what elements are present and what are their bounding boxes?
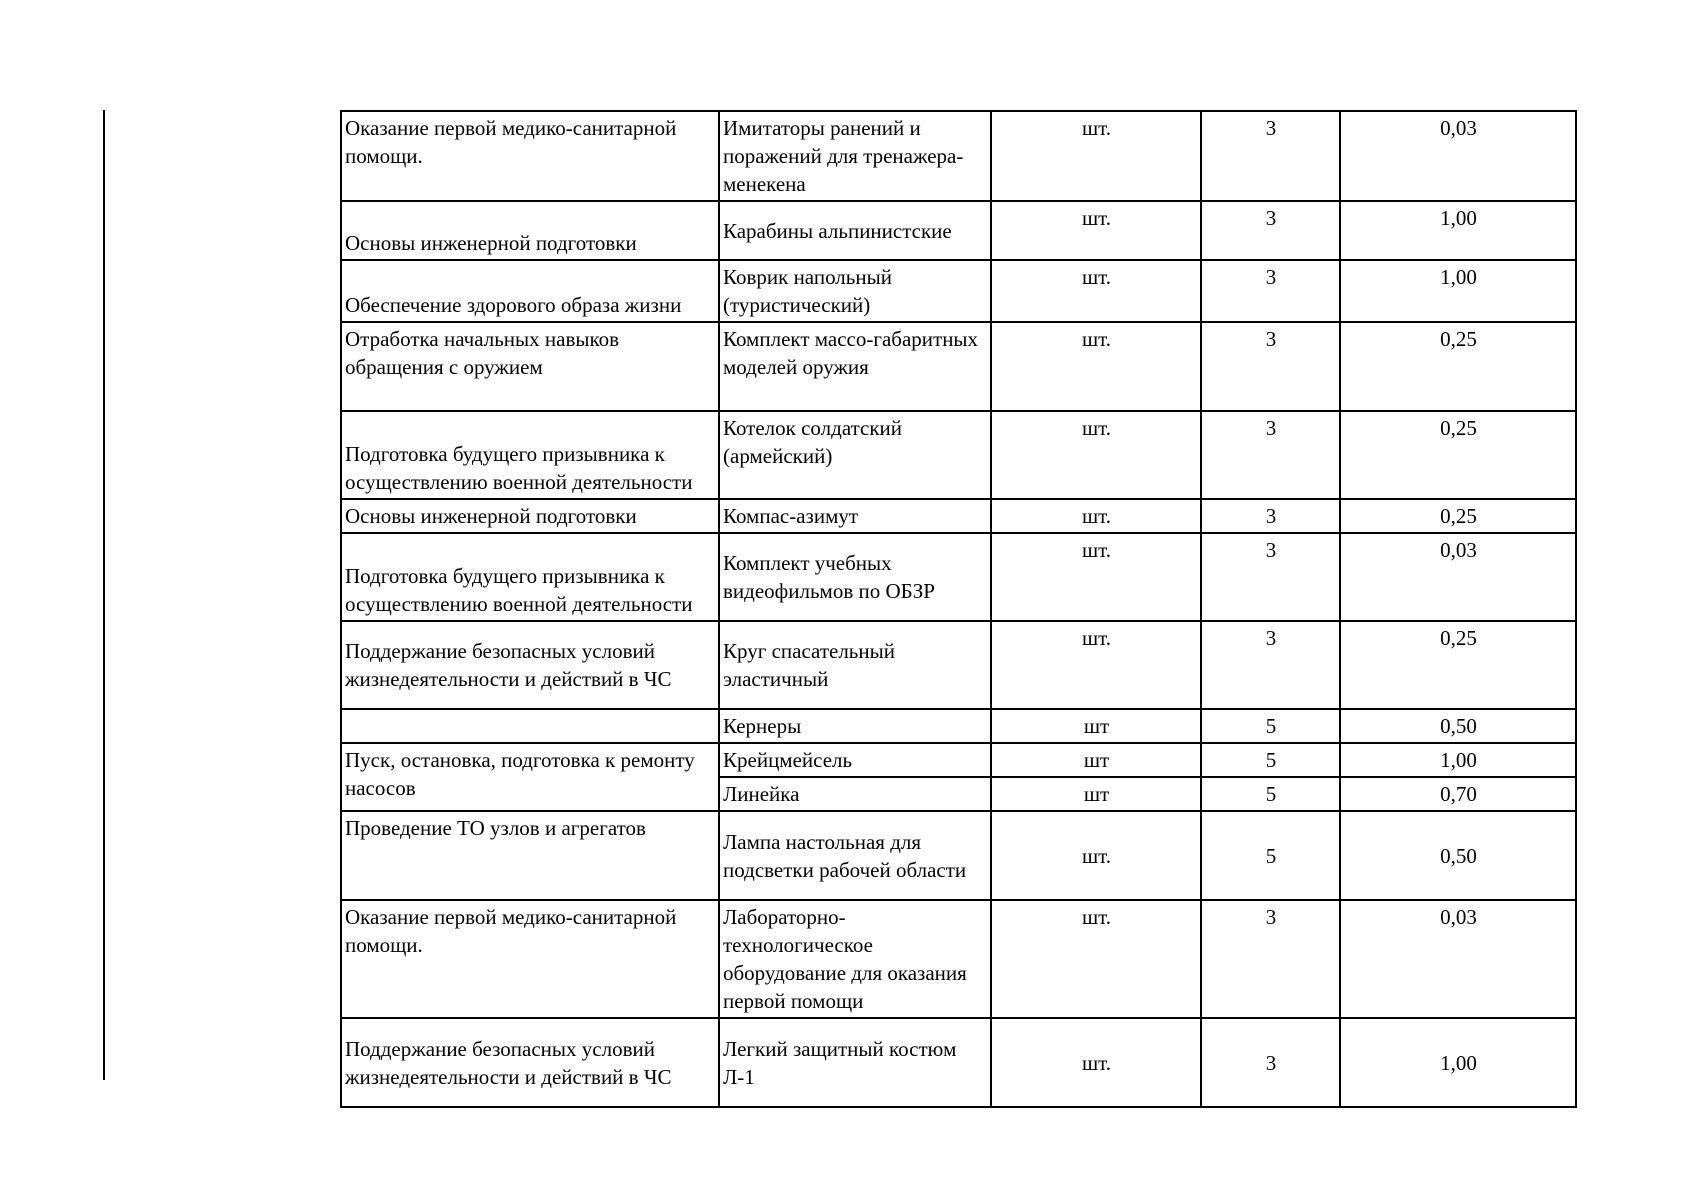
- unit-cell: шт.: [991, 201, 1201, 260]
- coefficient-cell: 1,00: [1340, 201, 1576, 260]
- quantity-cell: 3: [1201, 322, 1340, 411]
- table-row: [341, 322, 1576, 411]
- coefficient-cell: 0,25: [1340, 621, 1576, 709]
- coefficient-cell: 0,25: [1340, 322, 1576, 411]
- section-cell: Подготовка будущего призывника к осуществлению военной деятельности: [341, 533, 719, 621]
- unit-cell: шт.: [991, 322, 1201, 411]
- coefficient-cell: 0,50: [1340, 709, 1576, 743]
- section-cell: Поддержание безопасных условий жизнедеятельности и действий в ЧС: [341, 621, 719, 709]
- item-cell: Лампа настольная для подсветки рабочей области: [719, 811, 991, 900]
- coefficient-cell: 0,50: [1340, 811, 1576, 900]
- quantity-cell: 3: [1201, 111, 1340, 201]
- section-cell: Обеспечение здорового образа жизни: [341, 260, 719, 322]
- table-row: [341, 111, 1576, 201]
- unit-cell: шт: [991, 777, 1201, 811]
- item-cell: Имитаторы ранений и поражений для тренажера-менекена: [719, 111, 991, 201]
- unit-cell: шт.: [991, 411, 1201, 499]
- quantity-cell: 5: [1201, 811, 1340, 900]
- section-cell: Отработка начальных навыков обращения с оружием: [341, 322, 719, 411]
- item-cell: Легкий защитный костюм Л-1: [719, 1018, 991, 1107]
- item-cell: Линейка: [719, 777, 991, 811]
- unit-cell: шт.: [991, 260, 1201, 322]
- table-row: [341, 621, 1576, 709]
- unit-cell: шт.: [991, 621, 1201, 709]
- item-cell: Кернеры: [719, 709, 991, 743]
- coefficient-cell: 1,00: [1340, 743, 1576, 777]
- coefficient-cell: 0,25: [1340, 499, 1576, 533]
- unit-cell: шт.: [991, 111, 1201, 201]
- section-cell: Основы инженерной подготовки: [341, 201, 719, 260]
- unit-cell: шт.: [991, 533, 1201, 621]
- unit-cell: шт: [991, 709, 1201, 743]
- unit-cell: шт.: [991, 811, 1201, 900]
- quantity-cell: 5: [1201, 743, 1340, 777]
- left-margin-line: [103, 110, 105, 1080]
- unit-cell: шт.: [991, 499, 1201, 533]
- table-row: [341, 411, 1576, 499]
- table-row: [341, 709, 1576, 743]
- coefficient-cell: 0,25: [1340, 411, 1576, 499]
- quantity-cell: 5: [1201, 777, 1340, 811]
- section-cell: Оказание первой медико-санитарной помощи.: [341, 111, 719, 201]
- section-cell: Пуск, остановка, подготовка к ремонту насосов: [341, 743, 719, 811]
- coefficient-cell: 0,03: [1340, 900, 1576, 1018]
- coefficient-cell: 0,03: [1340, 533, 1576, 621]
- item-cell: Круг спасательный эластичный: [719, 621, 991, 709]
- table-row: [341, 499, 1576, 533]
- item-cell: Коврик напольный (туристический): [719, 260, 991, 322]
- quantity-cell: 3: [1201, 621, 1340, 709]
- quantity-cell: 5: [1201, 709, 1340, 743]
- section-cell: Поддержание безопасных условий жизнедеятельности и действий в ЧС: [341, 1018, 719, 1107]
- table-row: [341, 900, 1576, 1018]
- quantity-cell: 3: [1201, 499, 1340, 533]
- coefficient-cell: 0,70: [1340, 777, 1576, 811]
- equipment-table: [340, 110, 1577, 1108]
- section-cell: [341, 709, 719, 743]
- item-cell: Лабораторно-технологическое оборудование для оказания первой помощи: [719, 900, 991, 1018]
- section-cell: Подготовка будущего призывника к осуществлению военной деятельности: [341, 411, 719, 499]
- quantity-cell: 3: [1201, 201, 1340, 260]
- table-row: [341, 811, 1576, 900]
- table-row: [341, 260, 1576, 322]
- unit-cell: шт.: [991, 1018, 1201, 1107]
- table-row: [341, 201, 1576, 260]
- item-cell: Комплект массо-габаритных моделей оружия: [719, 322, 991, 411]
- table-row: [341, 1018, 1576, 1107]
- table-row: [341, 533, 1576, 621]
- section-cell: Проведение ТО узлов и агрегатов: [341, 811, 719, 900]
- quantity-cell: 3: [1201, 411, 1340, 499]
- item-cell: Крейцмейсель: [719, 743, 991, 777]
- item-cell: Комплект учебных видеофильмов по ОБЗР: [719, 533, 991, 621]
- section-cell: Оказание первой медико-санитарной помощи.: [341, 900, 719, 1018]
- unit-cell: шт.: [991, 900, 1201, 1018]
- unit-cell: шт: [991, 743, 1201, 777]
- item-cell: Котелок солдатский (армейский): [719, 411, 991, 499]
- table-row: [341, 743, 1576, 777]
- quantity-cell: 3: [1201, 1018, 1340, 1107]
- quantity-cell: 3: [1201, 533, 1340, 621]
- item-cell: Карабины альпинистские: [719, 201, 991, 260]
- quantity-cell: 3: [1201, 900, 1340, 1018]
- coefficient-cell: 1,00: [1340, 260, 1576, 322]
- quantity-cell: 3: [1201, 260, 1340, 322]
- section-cell: Основы инженерной подготовки: [341, 499, 719, 533]
- coefficient-cell: 1,00: [1340, 1018, 1576, 1107]
- item-cell: Компас-азимут: [719, 499, 991, 533]
- coefficient-cell: 0,03: [1340, 111, 1576, 201]
